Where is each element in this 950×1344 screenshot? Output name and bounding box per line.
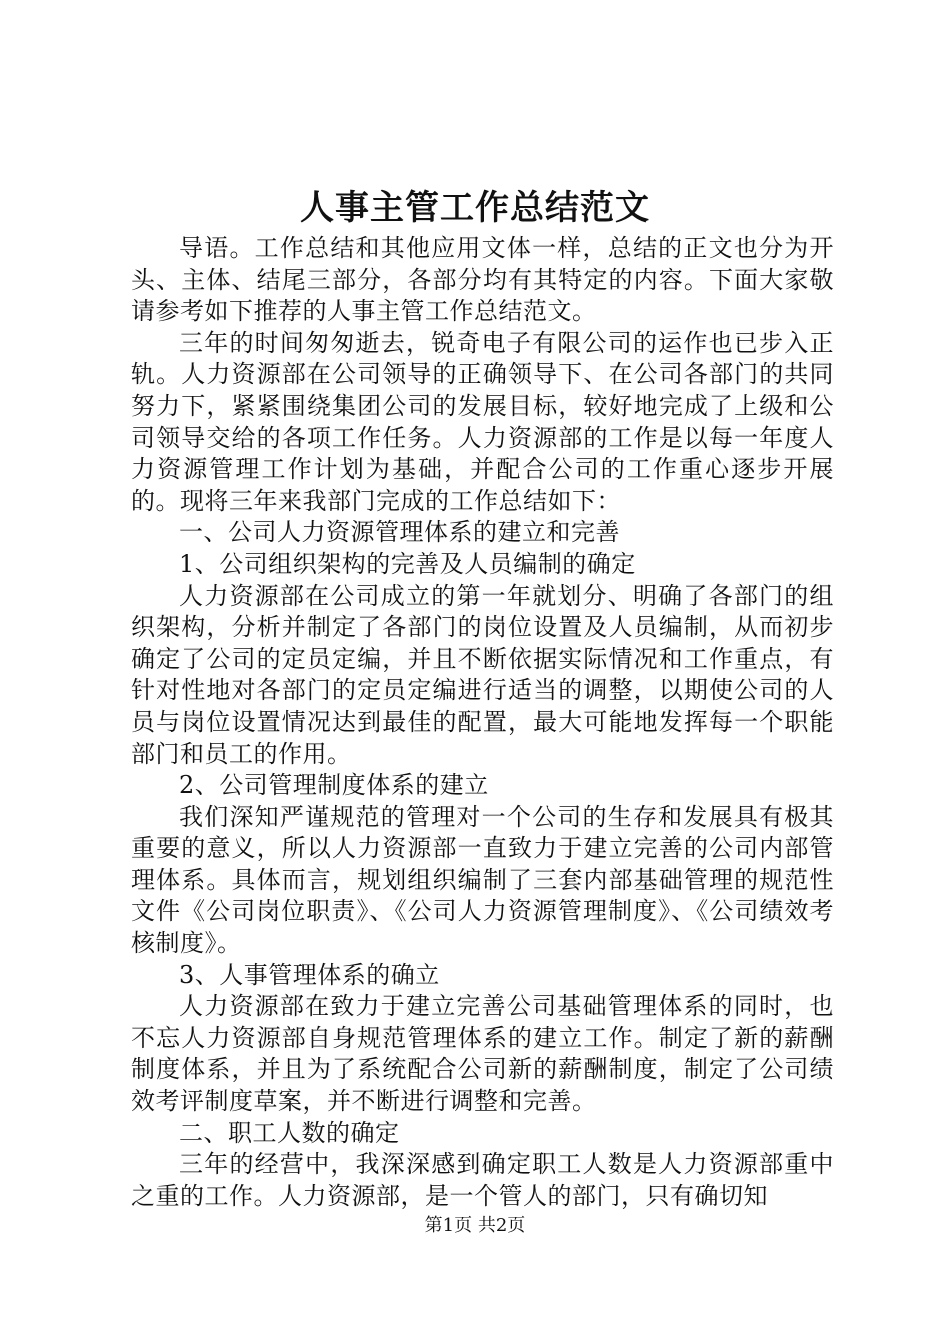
paragraph-intro: 导语。工作总结和其他应用文体一样，总结的正文也分为开头、主体、结尾三部分，各部分均有其特定的内容。下面大家敬请参考如下推荐的人事主管工作总结范文。 bbox=[131, 234, 834, 326]
subsection-heading-1-1: 1、公司组织架构的完善及人员编制的确定 bbox=[179, 549, 636, 578]
paragraph-overview: 三年的时间匆匆逝去，锐奇电子有限公司的运作也已步入正轨。人力资源部在公司领导的正确领导下、在公司各部门的共同努力下，紧紧围绕集团公司的发展目标，较好地完成了上级和公司领导交给的各项工作任务。人力资源部的工作是以每一年度人力资源管理工作计划为基础，并配合公司的工作重心逐步开展的。现将三年来我部门完成的工作总结如下： bbox=[131, 328, 834, 515]
section-heading-2: 二、职工人数的确定 bbox=[179, 1118, 400, 1147]
paragraph-org-structure: 人力资源部在公司成立的第一年就划分、明确了各部门的组织架构，分析并制定了各部门的岗位设置及人员编制，从而初步确定了公司的定员定编，并且不断依据实际情况和工作重点，有针对性地对各部门的定员定编进行适当的调整，以期使公司的人员与岗位设置情况达到最佳的配置，最大可能地发挥每一个职能部门和员工的作用。 bbox=[131, 581, 834, 768]
page-number-footer: 第1页 共2页 bbox=[424, 1215, 526, 1236]
document-body bbox=[131, 233, 834, 1212]
document-title: 人事主管工作总结范文 bbox=[300, 188, 650, 228]
paragraph-management-system: 我们深知严谨规范的管理对一个公司的生存和发展具有极其重要的意义，所以人力资源部一直致力于建立完善的公司内部管理体系。具体而言，规划组织编制了三套内部基础管理的规范性文件《公司岗位职责》、《公司人力资源管理制度》、《公司绩效考核制度》。 bbox=[131, 802, 834, 958]
paragraph-headcount: 三年的经营中，我深深感到确定职工人数是人力资源部重中之重的工作。人力资源部，是一个管人的部门，只有确切知 bbox=[131, 1150, 834, 1210]
subsection-heading-1-2: 2、公司管理制度体系的建立 bbox=[179, 771, 489, 800]
section-heading-1: 一、公司人力资源管理体系的建立和完善 bbox=[179, 518, 620, 547]
paragraph-hr-system: 人力资源部在致力于建立完善公司基础管理体系的同时，也不忘人力资源部自身规范管理体系的建立工作。制定了新的薪酬制度体系，并且为了系统配合公司新的薪酬制度，制定了公司绩效考评制度草案，并不断进行调整和完善。 bbox=[131, 992, 834, 1116]
subsection-heading-1-3: 3、人事管理体系的确立 bbox=[179, 960, 440, 989]
